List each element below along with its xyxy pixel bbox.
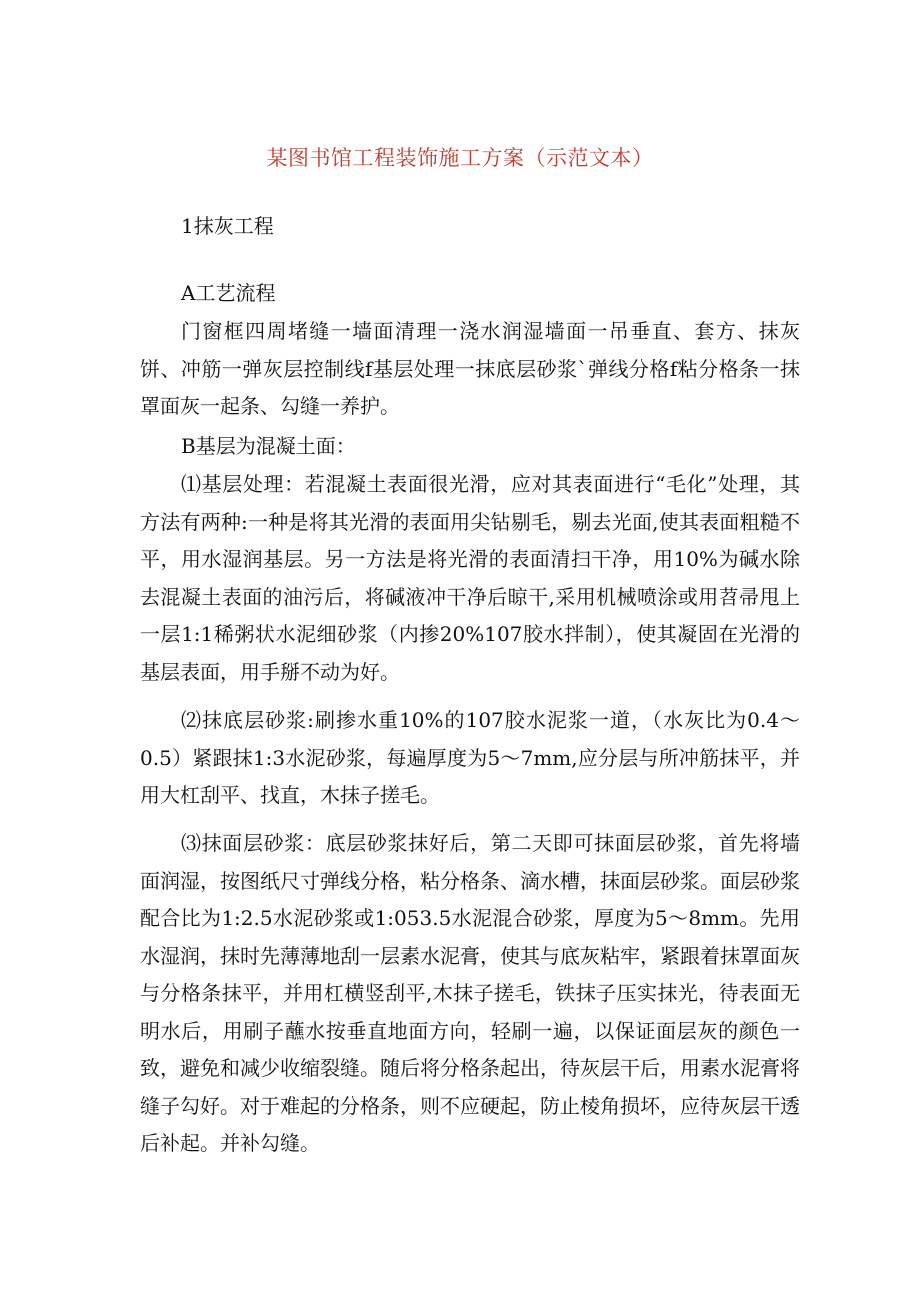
base-coat-paragraph: ⑵抹底层砂浆:刷掺水重10%的107胶水泥浆一道，（水灰比为0.4〜0.5）紧跟抹1:3水泥砂浆，每遍厚度为5〜7mm,应分层与所冲筋抹平，并用大杠刮平、找直，木抹子搓毛。 (140, 708, 800, 807)
finish-coat-paragraph: ⑶抹面层砂浆：底层砂浆抹好后，第二天即可抹面层砂浆，首先将墙面润湿，按图纸尺寸弹线分格，粘分格条、滴水槽，抹面层砂浆。面层砂浆配合比为1:2.5水泥砂浆或1:053.5水泥混合砂浆，厚度为5〜8mm。先用水湿润，抹时先薄薄地刮一层素水泥膏，使其与底灰粘牢，紧跟着抹罩面灰与分格条抹平，并用杠横竖刮平,木抹子搓毛，铁抹子压实抹光，待表面无明水后，用刷子蘸水按垂直地面方向，轻刷一遍，以保证面层灰的颜色一致，避免和减少收缩裂缝。随后将分格条起出，待灰层干后，用素水泥膏将缝子勾好。对于难起的分格条，则不应硬起，防止棱角损坏，应待灰层干透后补起。并补勾缝。 (140, 831, 800, 1155)
base-treatment-paragraph: ⑴基层处理：若混凝土表面很光滑，应对其表面进行“毛化”处理，其方法有两种:一种是将其光滑的表面用尖钻剔毛，剔去光面,使其表面粗糙不平，用水湿润基层。另一方法是将光滑的表面清扫干净，用10%为碱水除去混凝土表面的油污后，将碱液冲干净后晾干,采用机械喷涂或用苕帚甩上一层1:1稀粥状水泥细砂浆（内掺20%107胶水拌制），使其凝固在光滑的基层表面，用手掰不动为好。 (140, 472, 800, 684)
subsection-a-heading: A工艺流程 (181, 281, 276, 305)
subsection-b-heading: B基层为混凝土面： (181, 434, 356, 458)
process-flow-paragraph: 门窗框四周堵缝一墙面清理一浇水润湿墙面一吊垂直、套方、抹灰饼、冲筋一弹灰层控制线f基层处理一抹底层砂浆`弹线分格f粘分格条一抹罩面灰一起条、勾缝一养护。 (140, 319, 800, 418)
document-title: 某图书馆工程装饰施工方案（示范文本） (266, 146, 654, 170)
section-heading: 1抹灰工程 (181, 214, 274, 238)
